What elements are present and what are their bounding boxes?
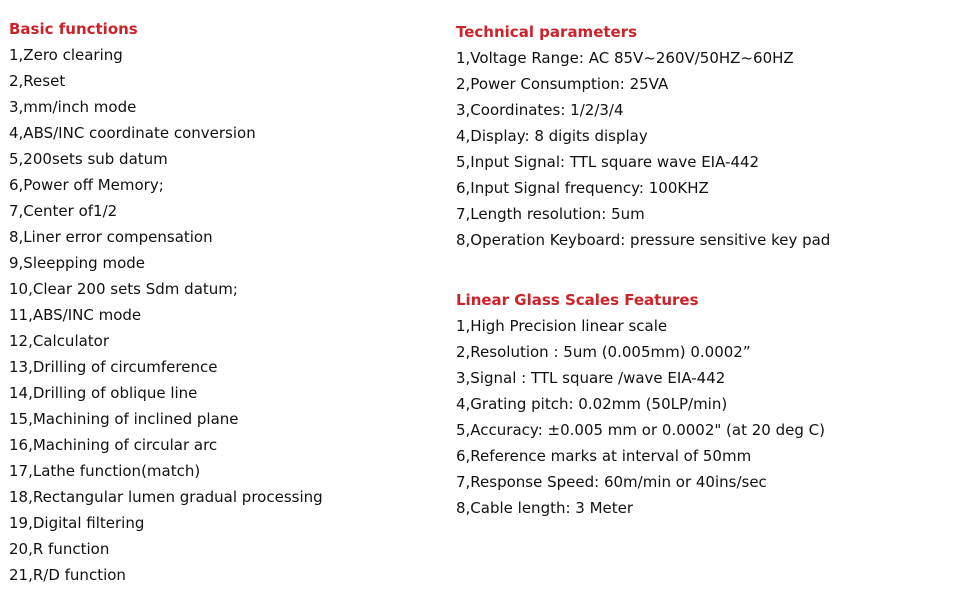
- list-item: 7,Center of1/2: [9, 202, 118, 220]
- list-item: 1,Voltage Range: AC 85V~260V/50HZ~60HZ: [456, 49, 794, 67]
- list-item: 8,Liner error compensation: [9, 228, 213, 246]
- list-item: 9,Sleepping mode: [9, 254, 146, 272]
- list-item: 4,Display: 8 digits display: [456, 127, 648, 145]
- list-item: 13,Drilling of circumference: [9, 358, 218, 376]
- list-item: 21,R/D function: [9, 566, 126, 584]
- list-item: 6,Power off Memory;: [9, 176, 164, 194]
- linear-glass-scales-section: [456, 287, 830, 521]
- list-item: 10,Clear 200 sets Sdm datum;: [9, 280, 238, 298]
- technical-parameters-section: [456, 19, 830, 253]
- list-item: 3,mm/inch mode: [9, 98, 137, 116]
- list-item: 8,Cable length: 3 Meter: [456, 499, 634, 517]
- list-item: 17,Lathe function(match): [9, 462, 201, 480]
- list-item: 8,Operation Keyboard: pressure sensitive key pad: [456, 231, 831, 249]
- list-item: 11,ABS/INC mode: [9, 306, 142, 324]
- basic-functions-section: [9, 16, 323, 588]
- list-item: 12,Calculator: [9, 332, 110, 350]
- section-spacer: [456, 253, 830, 287]
- list-item: 20,R function: [9, 540, 110, 558]
- list-item: 1,High Precision linear scale: [456, 317, 668, 335]
- basic-functions-list: [9, 42, 323, 588]
- list-item: 16,Machining of circular arc: [9, 436, 218, 454]
- list-item: 5,Input Signal: TTL square wave EIA-442: [456, 153, 760, 171]
- list-item: 6,Reference marks at interval of 50mm: [456, 447, 752, 465]
- list-item: 2,Reset: [9, 72, 66, 90]
- technical-parameters-heading: Technical parameters: [456, 23, 638, 41]
- list-item: 6,Input Signal frequency: 100KHZ: [456, 179, 709, 197]
- list-item: 4,ABS/INC coordinate conversion: [9, 124, 256, 142]
- technical-parameters-list: [456, 45, 830, 253]
- list-item: 7,Length resolution: 5um: [456, 205, 645, 223]
- list-item: 2,Power Consumption: 25VA: [456, 75, 669, 93]
- list-item: 15,Machining of inclined plane: [9, 410, 239, 428]
- list-item: 7,Response Speed: 60m/min or 40ins/sec: [456, 473, 767, 491]
- list-item: 1,Zero clearing: [9, 46, 123, 64]
- list-item: 2,Resolution : 5um (0.005mm) 0.0002”: [456, 343, 751, 361]
- list-item: 5,Accuracy: ±0.005 mm or 0.0002" (at 20 deg C): [456, 421, 825, 439]
- list-item: 4,Grating pitch: 0.02mm (50LP/min): [456, 395, 728, 413]
- list-item: 14,Drilling of oblique line: [9, 384, 198, 402]
- list-item: 18,Rectangular lumen gradual processing: [9, 488, 323, 506]
- linear-glass-scales-heading: Linear Glass Scales Features: [456, 291, 699, 309]
- basic-functions-heading: Basic functions: [9, 20, 138, 38]
- list-item: 5,200sets sub datum: [9, 150, 168, 168]
- right-column: [456, 19, 830, 521]
- list-item: 3,Coordinates: 1/2/3/4: [456, 101, 624, 119]
- list-item: 19,Digital filtering: [9, 514, 145, 532]
- linear-glass-scales-list: [456, 313, 830, 521]
- list-item: 3,Signal : TTL square /wave EIA-442: [456, 369, 726, 387]
